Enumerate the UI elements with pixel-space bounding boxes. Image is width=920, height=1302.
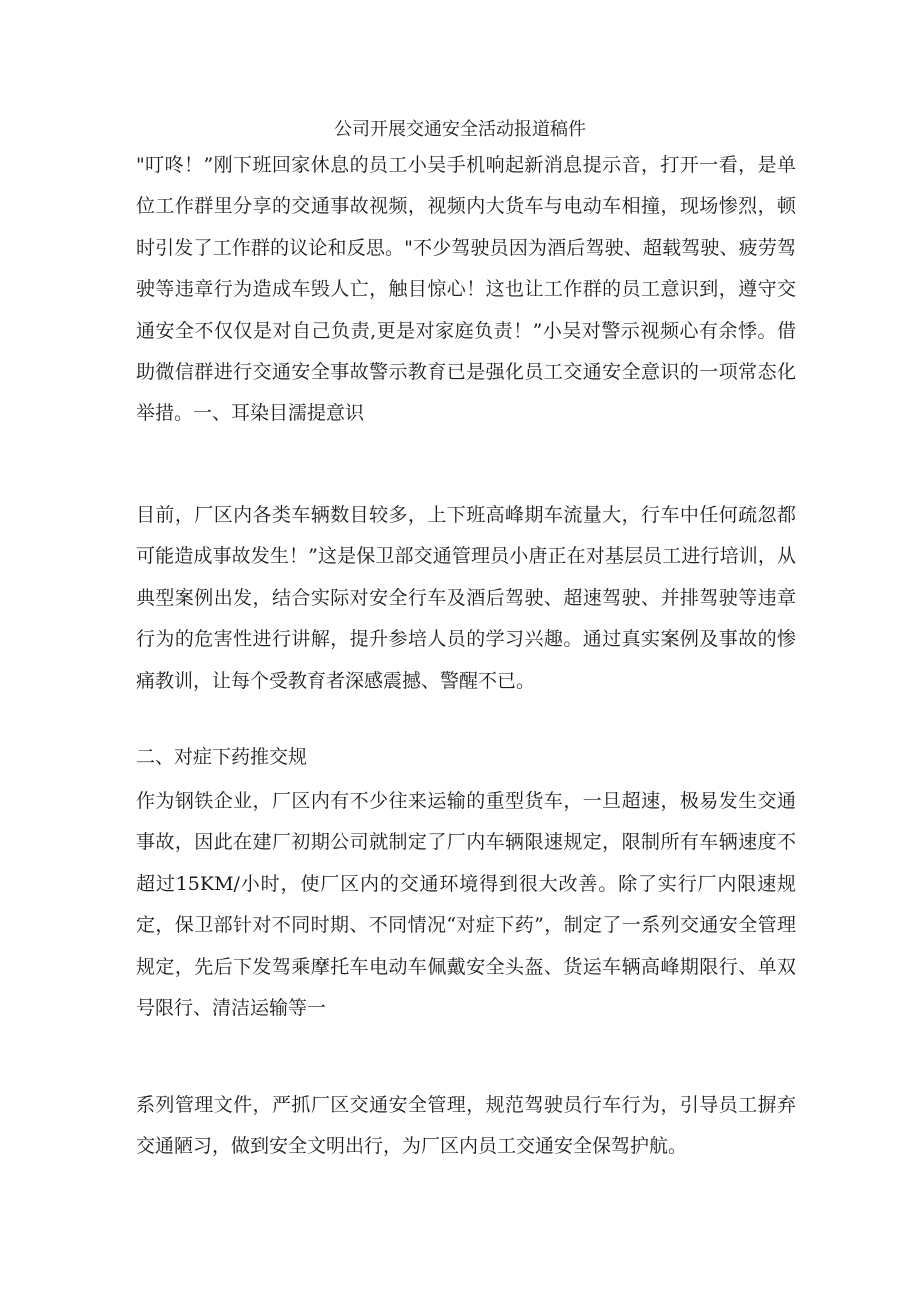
document-title: 公司开展交通安全活动报道稿件 (334, 119, 586, 140)
paragraph-training: 目前，厂区内各类车辆数目较多，上下班高峰期车流量大，行车中任何疏忽都可能造成事故发生！”这是保卫部交通管理员小唐正在对基层员工进行培训，从典型案例出发，结合实际对安全行车及酒后驾驶、超速驾驶、并排驾驶等违章行为的危害性进行讲解，提升参培人员的学习兴趣。通过真实案例及事故的惨痛教训，让每个受教育者深感震撼、警醒不已。 (136, 504, 796, 692)
paragraph-regulations: 作为钢铁企业，厂区内有不少往来运输的重型货车，一旦超速，极易发生交通事故，因此在建厂初期公司就制定了厂内车辆限速规定，限制所有车辆速度不超过15KM/小时，使厂区内的交通环境得到很大改善。除了实行厂内限速规定，保卫部针对不同时期、不同情况“对症下药”，制定了一系列交通安全管理规定，先后下发驾乘摩托车电动车佩戴安全头盔、货运车辆高峰期限行、单双号限行、清洁运输等一 (136, 790, 796, 1020)
section-heading-2: 二、对症下药推交规 (136, 746, 308, 768)
paragraph-intro: "叮咚！”刚下班回家休息的员工小吴手机响起新消息提示音，打开一看，是单位工作群里分享的交通事故视频，视频内大货车与电动车相撞，现场惨烈，顿时引发了工作群的议论和反思。"不少驾驶员因为酒后驾驶、超载驾驶、疲劳驾驶等违章行为造成车毁人亡，触目惊心！这也让工作群的员工意识到，遵守交通安全不仅仅是对自己负责,更是对家庭负责！”小吴对警示视频心有余悸。借助微信群进行交通安全事故警示教育已是强化员工交通安全意识的一项常态化举措。一、耳染目濡提意识 (136, 154, 796, 425)
paragraph-closing: 系列管理文件，严抓厂区交通安全管理，规范驾驶员行车行为，引导员工摒弃交通陋习，做到安全文明出行，为厂区内员工交通安全保驾护航。 (136, 1094, 796, 1158)
